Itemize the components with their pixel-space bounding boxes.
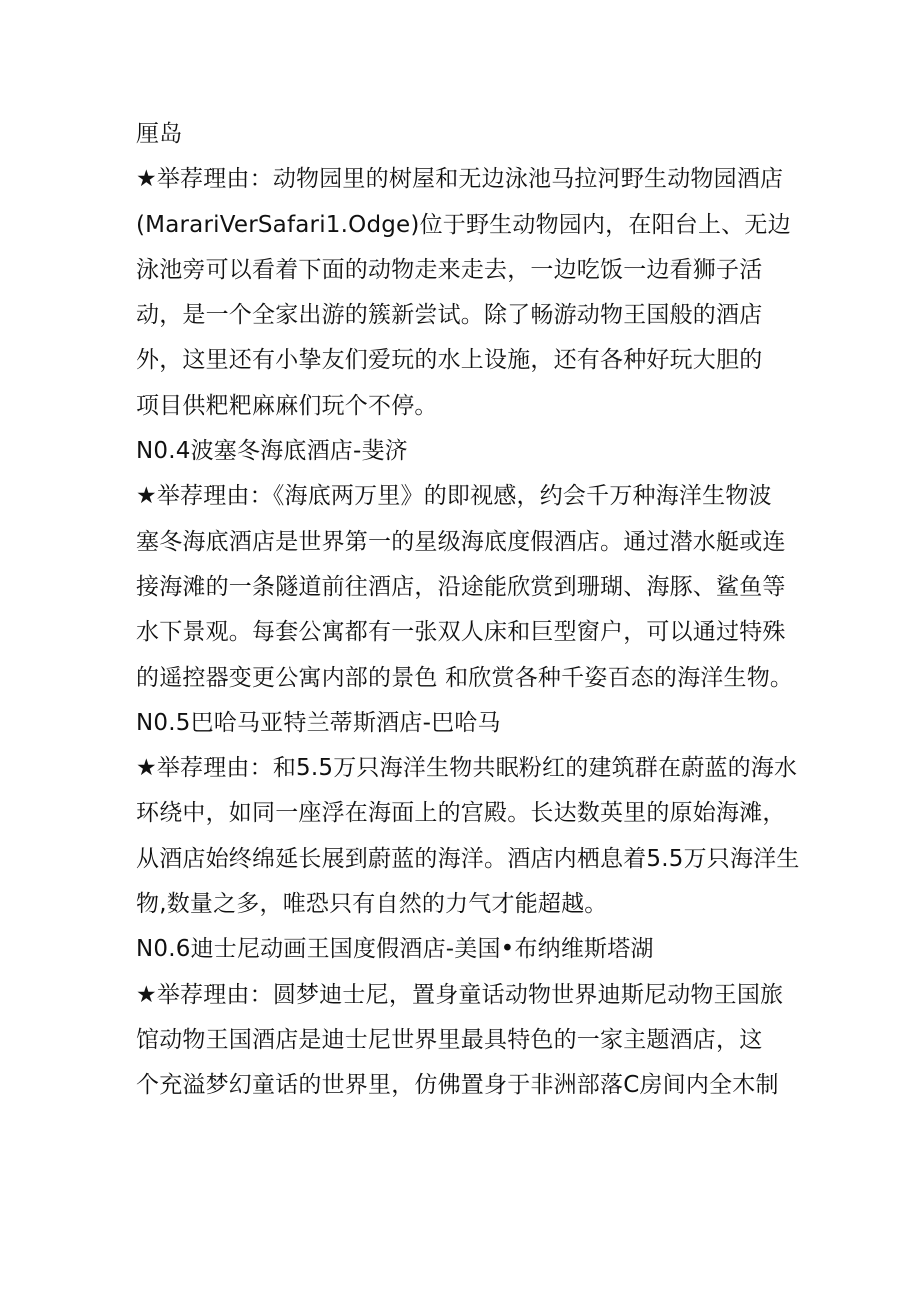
- text-line-reason-4-start: ★举荐理由：《海底两万里》的即视感，约会千万种海洋生物波: [136, 483, 772, 510]
- text-line: 外，这里还有小挚友们爱玩的水上设施，还有各种好玩大胆的: [136, 347, 763, 374]
- text-line: (MarariVerSafari1.Odge)位于野生动物园内，在阳台上、无边: [136, 211, 791, 238]
- text-line-reason-6-start: ★举荐理由：圆梦迪士尼，置身童话动物世界迪斯尼动物王国旅: [136, 981, 784, 1008]
- text-line-reason-3-start: ★举荐理由：动物园里的树屋和无边泳池马拉河野生动物园酒店: [136, 166, 784, 193]
- section-heading-no6: N0.6迪士尼动画王国度假酒店-美国•布纳维斯塔湖: [136, 936, 654, 963]
- text-line: 物,数量之多，唯恐只有自然的力气才能超越。: [136, 891, 608, 918]
- section-heading-no4: N0.4波塞冬海底酒店-斐济: [136, 438, 408, 465]
- text-line: 从酒店始终绵延长展到蔚蓝的海洋。酒店内栖息着5.5万只海洋生: [136, 845, 800, 872]
- text-line: 接海滩的一条隧道前往酒店，沿途能欣赏到珊瑚、海豚、鲨鱼等: [136, 573, 786, 600]
- text-line: 水下景观。每套公寓都有一张双人床和巨型窗户，可以通过特殊: [136, 619, 786, 646]
- section-heading-no5: N0.5巴哈马亚特兰蒂斯酒店-巴哈马: [136, 709, 501, 736]
- text-line: 的遥控器变更公寓内部的景色 和欣赏各种千姿百态的海洋生物。: [136, 664, 794, 691]
- document-body: [136, 112, 800, 1109]
- text-line-reason-5-start: ★举荐理由：和5.5万只海洋生物共眠粉红的建筑群在蔚蓝的海水: [136, 755, 798, 782]
- text-line: 动，是一个全家出游的簇新尝试。除了畅游动物王国般的酒店: [136, 302, 763, 329]
- text-line-intro-location: 厘岛: [136, 121, 183, 147]
- text-line: 环绕中，如同一座浮在海面上的宫殿。长达数英里的原始海滩，: [136, 800, 786, 827]
- text-line: 泳池旁可以看着下面的动物走来走去，一边吃饭一边看狮子活: [136, 256, 763, 283]
- text-line: 项目供粑粑麻麻们玩个不停。: [136, 392, 438, 419]
- text-line: 个充溢梦幻童话的世界里，仿佛置身于非洲部落C房间内全木制: [136, 1072, 779, 1099]
- text-line: 塞冬海底酒店是世界第一的星级海底度假酒店。通过潜水艇或连: [136, 528, 786, 555]
- text-line: 馆动物王国酒店是迪士尼世界里最具特色的一家主题酒店，这: [136, 1026, 763, 1053]
